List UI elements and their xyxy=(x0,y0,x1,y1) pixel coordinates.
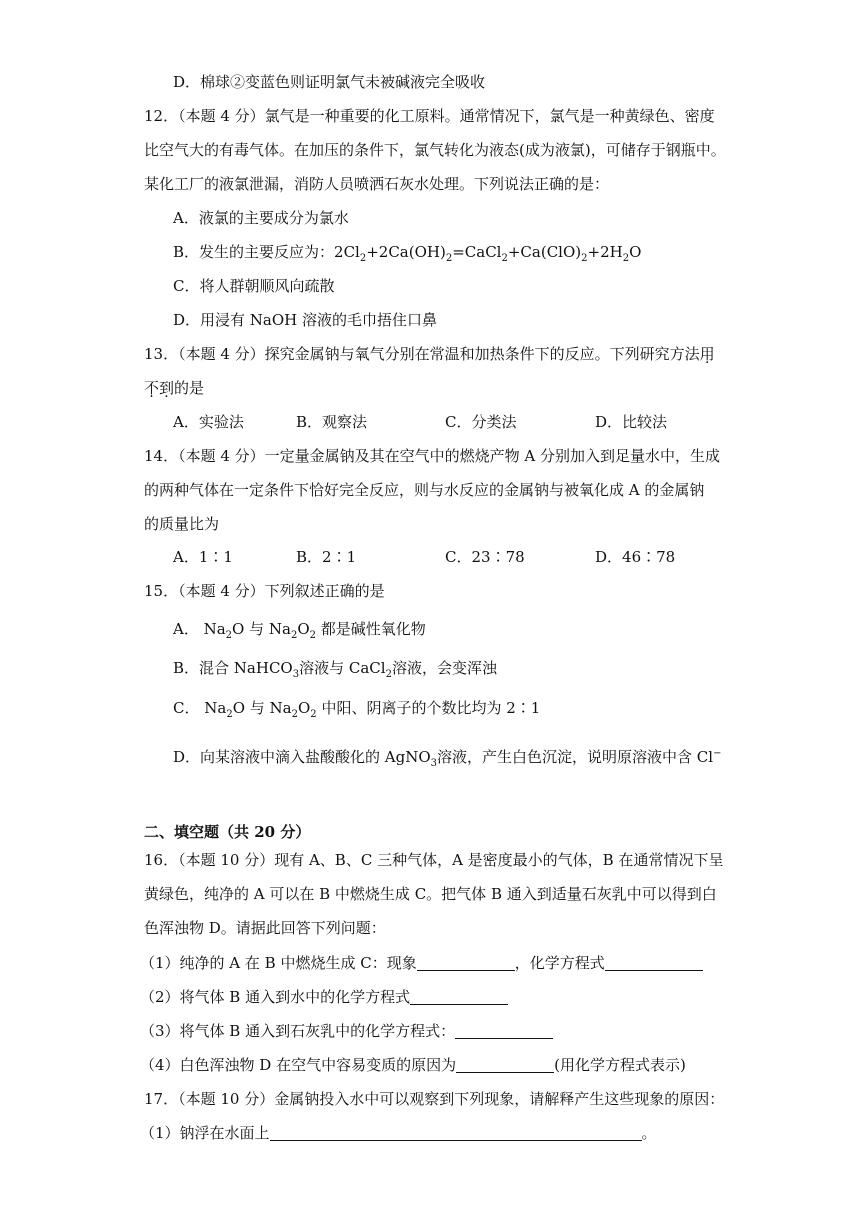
q14-option-d: D．46∶78 xyxy=(595,548,676,566)
q12-option-a: A．液氯的主要成分为氯水 xyxy=(173,209,349,227)
q13-stem-line-2: 不到的是 xyxy=(144,379,205,397)
q14-option-b: B．2∶1 xyxy=(296,548,357,566)
q16-stem-line-2: 黄绿色，纯净的 A 可以在 B 中燃烧生成 C。把气体 B 通入到适量石灰乳中可以得到白 xyxy=(144,885,717,903)
q16-sub-2: （2）将气体 B 通入到水中的化学方程式 xyxy=(140,987,508,1007)
q15-option-b: B．混合 NaHCO$_3$溶液与 CaCl$_2$溶液，会变浑浊 xyxy=(173,659,497,680)
q12-option-c: C．将人群朝顺风向疏散 xyxy=(173,277,335,295)
q16-sub-1: （1）纯净的 A 在 B 中燃烧生成 C：现象 ，化学方程式 xyxy=(140,953,703,973)
q15-option-d: D．向某溶液中滴入盐酸酸化的 AgNO$_3$溶液，产生白色沉淀，说明原溶液中含 Cl− xyxy=(173,748,722,769)
q12-stem-line-1: 12．（本题 4 分）氯气是一种重要的化工原料。通常情况下，氯气是一种黄绿色、密度 xyxy=(144,107,715,125)
q13-option-a: A．实验法 xyxy=(173,413,244,431)
q15-option-c: C． $Na_2O$ 与 $Na_2O_2$ 中阳、阴离子的个数比均为 2∶1 xyxy=(173,699,541,720)
q12-stem-line-3: 某化工厂的液氯泄漏，消防人员喷洒石灰水处理。下列说法正确的是： xyxy=(144,175,610,193)
q14-stem-line-2: 的两种气体在一定条件下恰好完全反应，则与水反应的金属钠与被氧化成 A 的金属钠 xyxy=(144,481,705,499)
q14-stem-line-1: 14．（本题 4 分）一定量金属钠及其在空气中的燃烧产物 A 分别加入到足量水中，生成 xyxy=(144,447,721,465)
answer-blank[interactable] xyxy=(410,988,508,1005)
answer-blank[interactable] xyxy=(605,954,703,971)
answer-blank[interactable] xyxy=(270,1124,642,1141)
answer-blank[interactable] xyxy=(455,1022,553,1039)
q14-stem-line-3: 的质量比为 xyxy=(144,515,220,533)
q13-option-d: D．比较法 xyxy=(595,413,668,431)
q17-stem: 17．（本题 10 分）金属钠投入水中可以观察到下列现象，请解释产生这些现象的原因： xyxy=(144,1090,725,1108)
q12-option-d: D．用浸有 NaOH 溶液的毛巾捂住口鼻 xyxy=(173,311,438,329)
q13-option-b: B．观察法 xyxy=(296,413,368,431)
answer-blank[interactable] xyxy=(417,954,515,971)
q11-option-d: D．棉球②变蓝色则证明氯气未被碱液完全吸收 xyxy=(173,73,486,91)
q12-stem-line-2: 比空气大的有毒气体。在加压的条件下，氯气转化为液态(成为液氯)，可储存于钢瓶中。 xyxy=(144,141,726,159)
q16-stem-line-1: 16．（本题 10 分）现有 A、B、C 三种气体，A 是密度最小的气体，B 在通常情况下呈 xyxy=(144,851,724,869)
q15-stem: 15．（本题 4 分）下列叙述正确的是 xyxy=(144,582,385,600)
q16-sub-3: （3）将气体 B 通入到石灰乳中的化学方程式： xyxy=(140,1021,553,1041)
answer-blank[interactable] xyxy=(456,1056,554,1073)
q16-sub-4: （4）白色浑浊物 D 在空气中容易变质的原因为 (用化学方程式表示) xyxy=(140,1056,686,1074)
q16-stem-line-3: 色浑浊物 D。请据此回答下列问题： xyxy=(144,919,386,937)
q12-option-b: B．发生的主要反应为：$2Cl_2+2Ca(OH)_2=CaCl_2+Ca(ClO)_2+2H_2O$ xyxy=(173,243,642,264)
q15-option-a: A． $Na_2O$ 与 $Na_2O_2$ 都是碱性氧化物 xyxy=(173,620,426,641)
q14-option-c: C．23∶78 xyxy=(445,548,525,566)
q17-sub-1: （1）钠浮在水面上 。 xyxy=(140,1124,657,1142)
q14-option-a: A．1∶1 xyxy=(173,548,233,566)
q13-stem-line-1: 13．（本题 4 分）探究金属钠与氧气分别在常温和加热条件下的反应。下列研究方法用 xyxy=(144,345,715,363)
section-title-fill-in: 二、填空题（共 20 分） xyxy=(144,823,311,841)
q13-option-c: C．分类法 xyxy=(445,413,517,431)
